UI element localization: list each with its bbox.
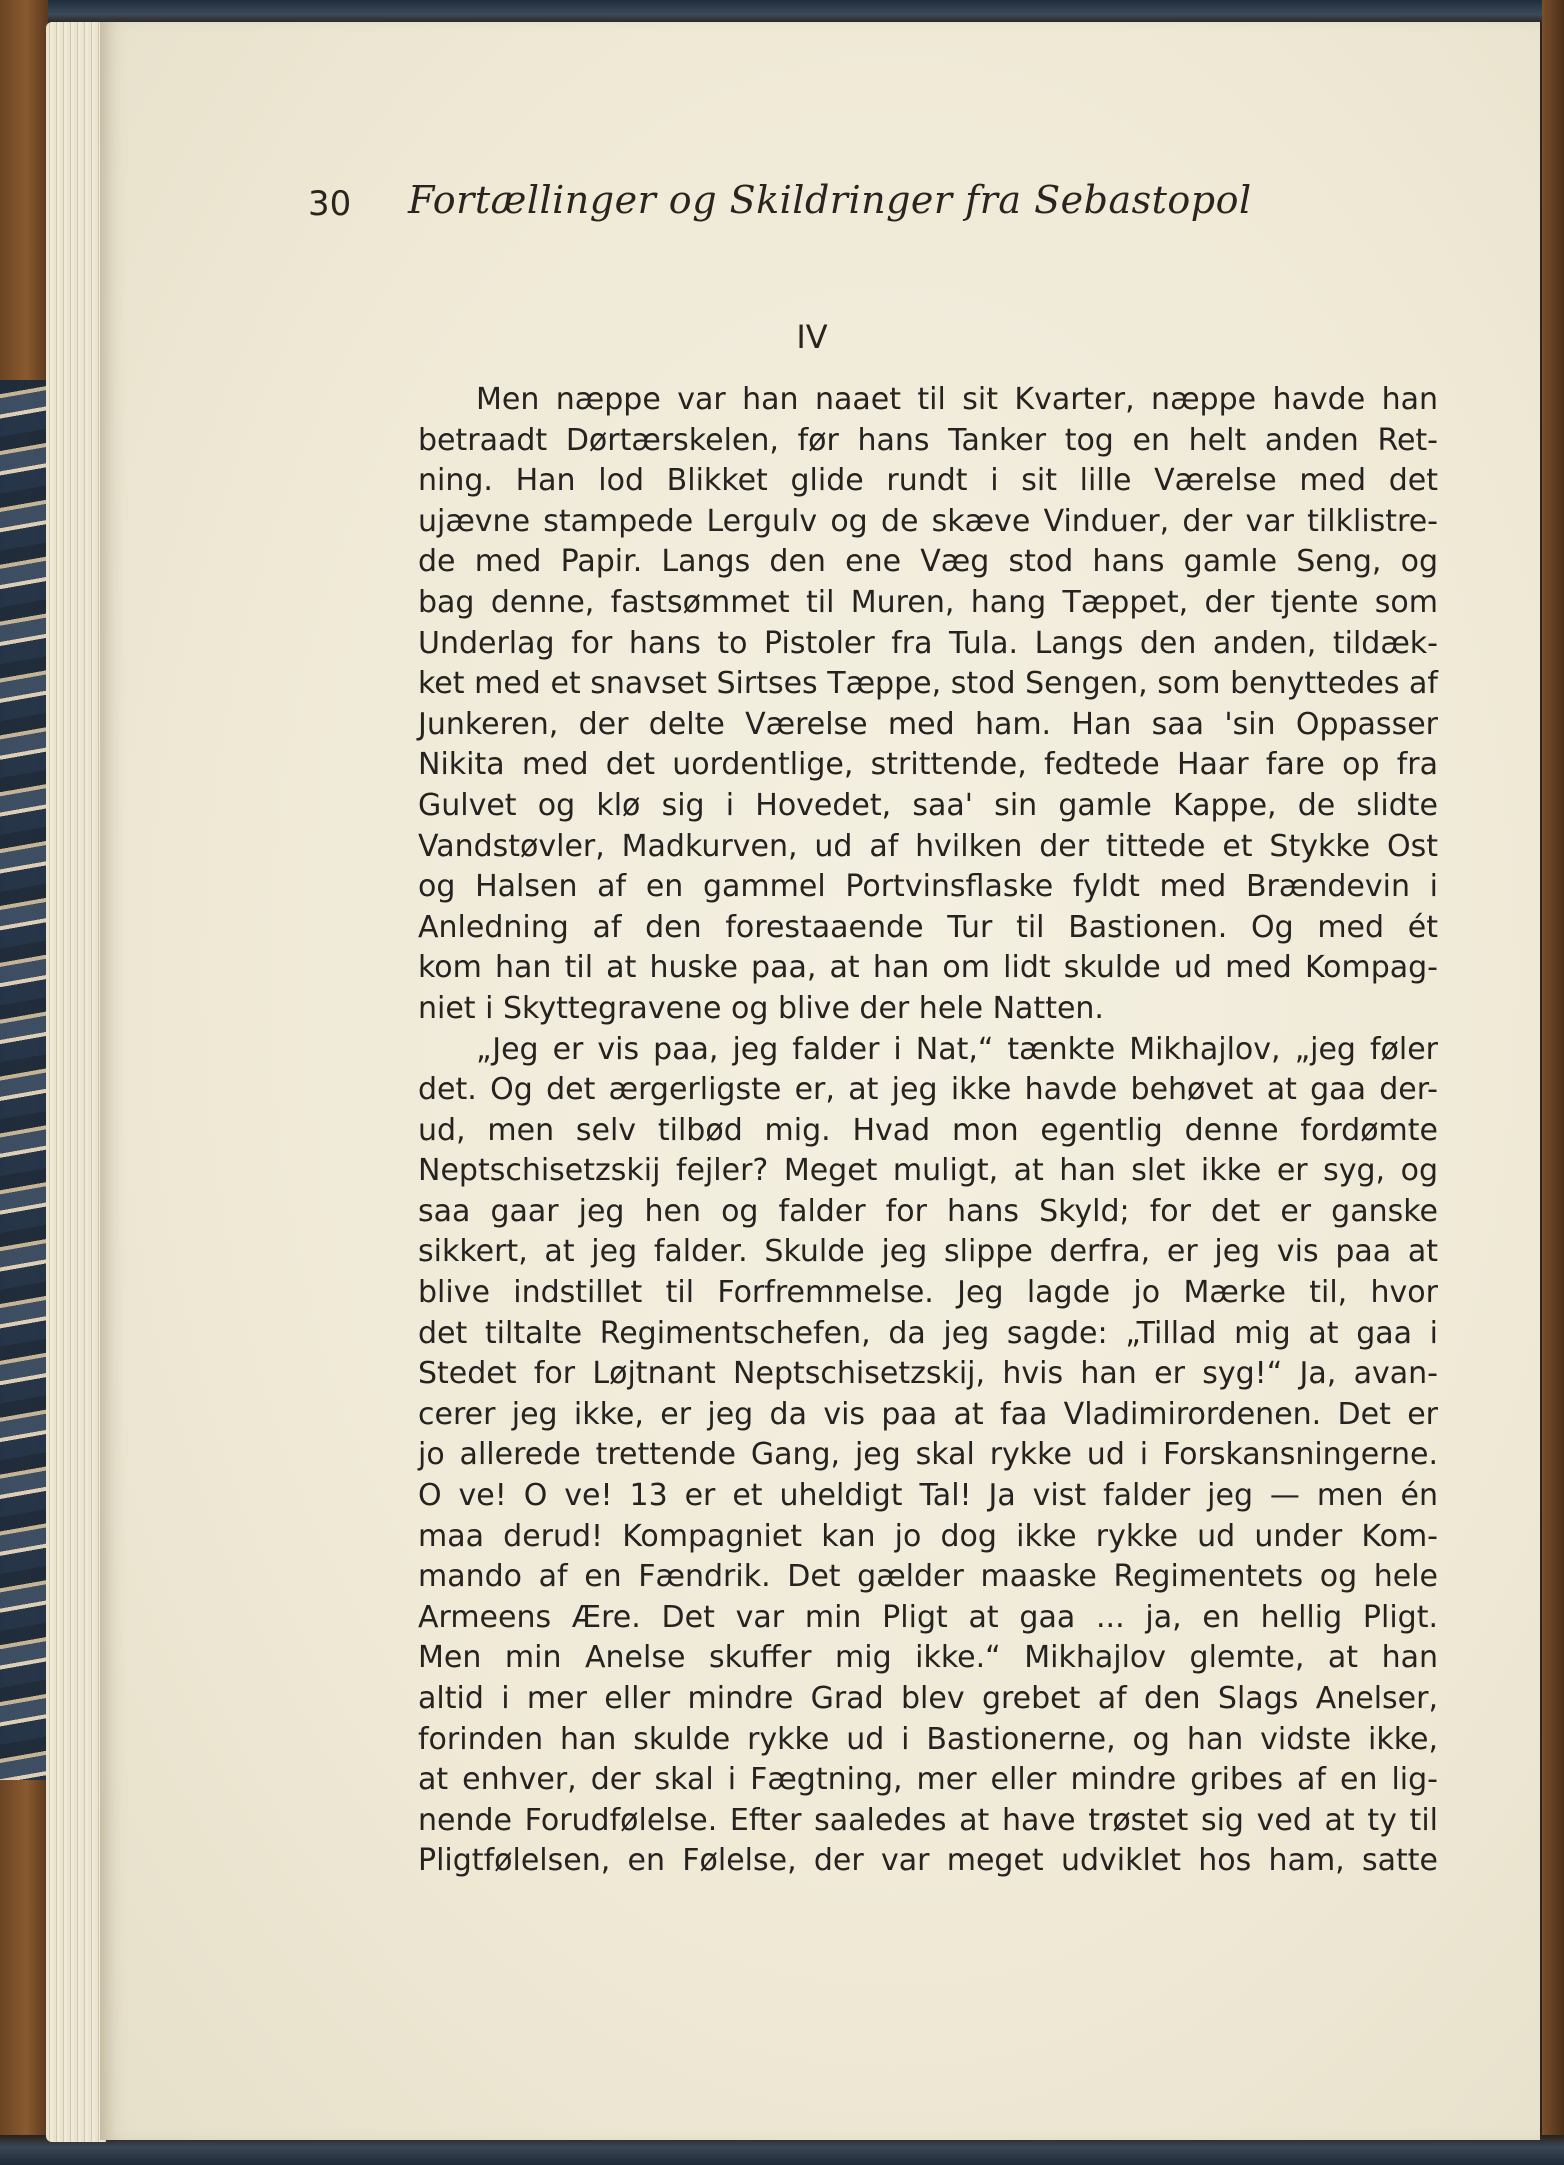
text-line: det tiltalte Regimentschefen, da jeg sagde: „Tillad mig at gaa i — [418, 1315, 1438, 1351]
text-line: cerer jeg ikke, er jeg da vis paa at faa Vladimirordenen. Det er — [418, 1396, 1438, 1432]
text-line: at enhver, der skal i Fægtning, mer eller mindre gribes af en lig- — [418, 1762, 1438, 1798]
chapter-heading: IV — [796, 318, 828, 356]
text-line: sikkert, at jeg falder. Skulde jeg slippe derfra, er jeg vis paa at — [418, 1234, 1438, 1270]
text-line: Anledning af den forestaaende Tur til Bastionen. Og med ét — [418, 909, 1438, 945]
text-line: Gulvet og klø sig i Hovedet, saa' sin gamle Kappe, de slidte — [418, 787, 1438, 823]
running-title: Fortællinger og Skildringer fra Sebastopol — [408, 178, 1252, 222]
text-line: de med Papir. Langs den ene Væg stod hans gamle Seng, og — [418, 544, 1438, 580]
text-line: Underlag for hans to Pistoler fra Tula. Langs den anden, tildæk- — [418, 625, 1438, 661]
text-line: Men min Anelse skuffer mig ikke.“ Mikhajlov glemte, at han — [418, 1640, 1438, 1676]
text-line: saa gaar jeg hen og falder for hans Skyld; for det er ganske — [418, 1193, 1438, 1229]
text-line: Armeens Ære. Det var min Pligt at gaa ... ja, en hellig Pligt. — [418, 1599, 1438, 1635]
text-line: O ve! O ve! 13 er et uheldigt Tal! Ja vist falder jeg — men én — [418, 1478, 1438, 1514]
text-line: niet i Skyttegravene og blive der hele Natten. — [418, 990, 1104, 1026]
text-line: bag denne, fastsømmet til Muren, hang Tæppet, der tjente som — [418, 584, 1438, 620]
text-line: Stedet for Løjtnant Neptschisetzskij, hvis han er syg!“ Ja, avan- — [418, 1356, 1438, 1392]
text-line: betraadt Dørtærskelen, før hans Tanker tog en helt anden Ret- — [418, 422, 1438, 458]
text-line: blive indstillet til Forfremmelse. Jeg lagde jo Mærke til, hvor — [418, 1275, 1438, 1311]
text-line: jo allerede trettende Gang, jeg skal rykke ud i Forskansningerne. — [418, 1437, 1438, 1473]
text-line: ud, men selv tilbød mig. Hvad mon egentlig denne fordømte — [418, 1112, 1438, 1148]
text-line: ning. Han lod Blikket glide rundt i sit lille Værelse med det — [418, 463, 1438, 499]
text-line: ket med et snavset Sirtses Tæppe, stod Sengen, som benyttedes af — [418, 666, 1438, 702]
running-head — [308, 178, 1308, 228]
text-line: nende Forudfølelse. Efter saaledes at have trøstet sig ved at ty til — [418, 1802, 1438, 1838]
text-line: „Jeg er vis paa, jeg falder i Nat,“ tænkte Mikhajlov, „jeg føler — [476, 1031, 1438, 1067]
text-line: det. Og det ærgerligste er, at jeg ikke havde behøvet at gaa der- — [418, 1072, 1438, 1108]
body-text — [418, 380, 1438, 1882]
text-line: maa derud! Kompagniet kan jo dog ikke rykke ud under Kom- — [418, 1518, 1438, 1554]
page-number: 30 — [308, 184, 352, 224]
text-line: Pligtfølelsen, en Følelse, der var meget udviklet hos ham, satte — [418, 1843, 1438, 1879]
text-line: Neptschisetzskij fejler? Meget muligt, at han slet ikke er syg, og — [418, 1153, 1438, 1189]
text-line: Junkeren, der delte Værelse med ham. Han saa 'sin Oppasser — [418, 706, 1438, 742]
top-binding-edge — [0, 0, 1564, 24]
text-line: altid i mer eller mindre Grad blev grebet af den Slags Anelser, — [418, 1681, 1438, 1716]
text-line: Vandstøvler, Madkurven, ud af hvilken der tittede et Stykke Ost — [418, 828, 1438, 864]
text-line: Nikita med det uordentlige, strittende, fedtede Haar fare op fra — [418, 747, 1438, 783]
text-line: Men næppe var han naaet til sit Kvarter, næppe havde han — [476, 382, 1438, 417]
text-line: kom han til at huske paa, at han om lidt skulde ud med Kompag- — [418, 950, 1438, 986]
text-line: forinden han skulde rykke ud i Bastionerne, og han vidste ikke, — [418, 1721, 1438, 1757]
text-line: og Halsen af en gammel Portvinsflaske fyldt med Brændevin i — [418, 869, 1438, 905]
text-line: ujævne stampede Lergulv og de skæve Vinduer, der var tilklistre- — [418, 503, 1438, 539]
text-line: mando af en Fændrik. Det gælder maaske Regimentets og hele — [418, 1559, 1438, 1595]
